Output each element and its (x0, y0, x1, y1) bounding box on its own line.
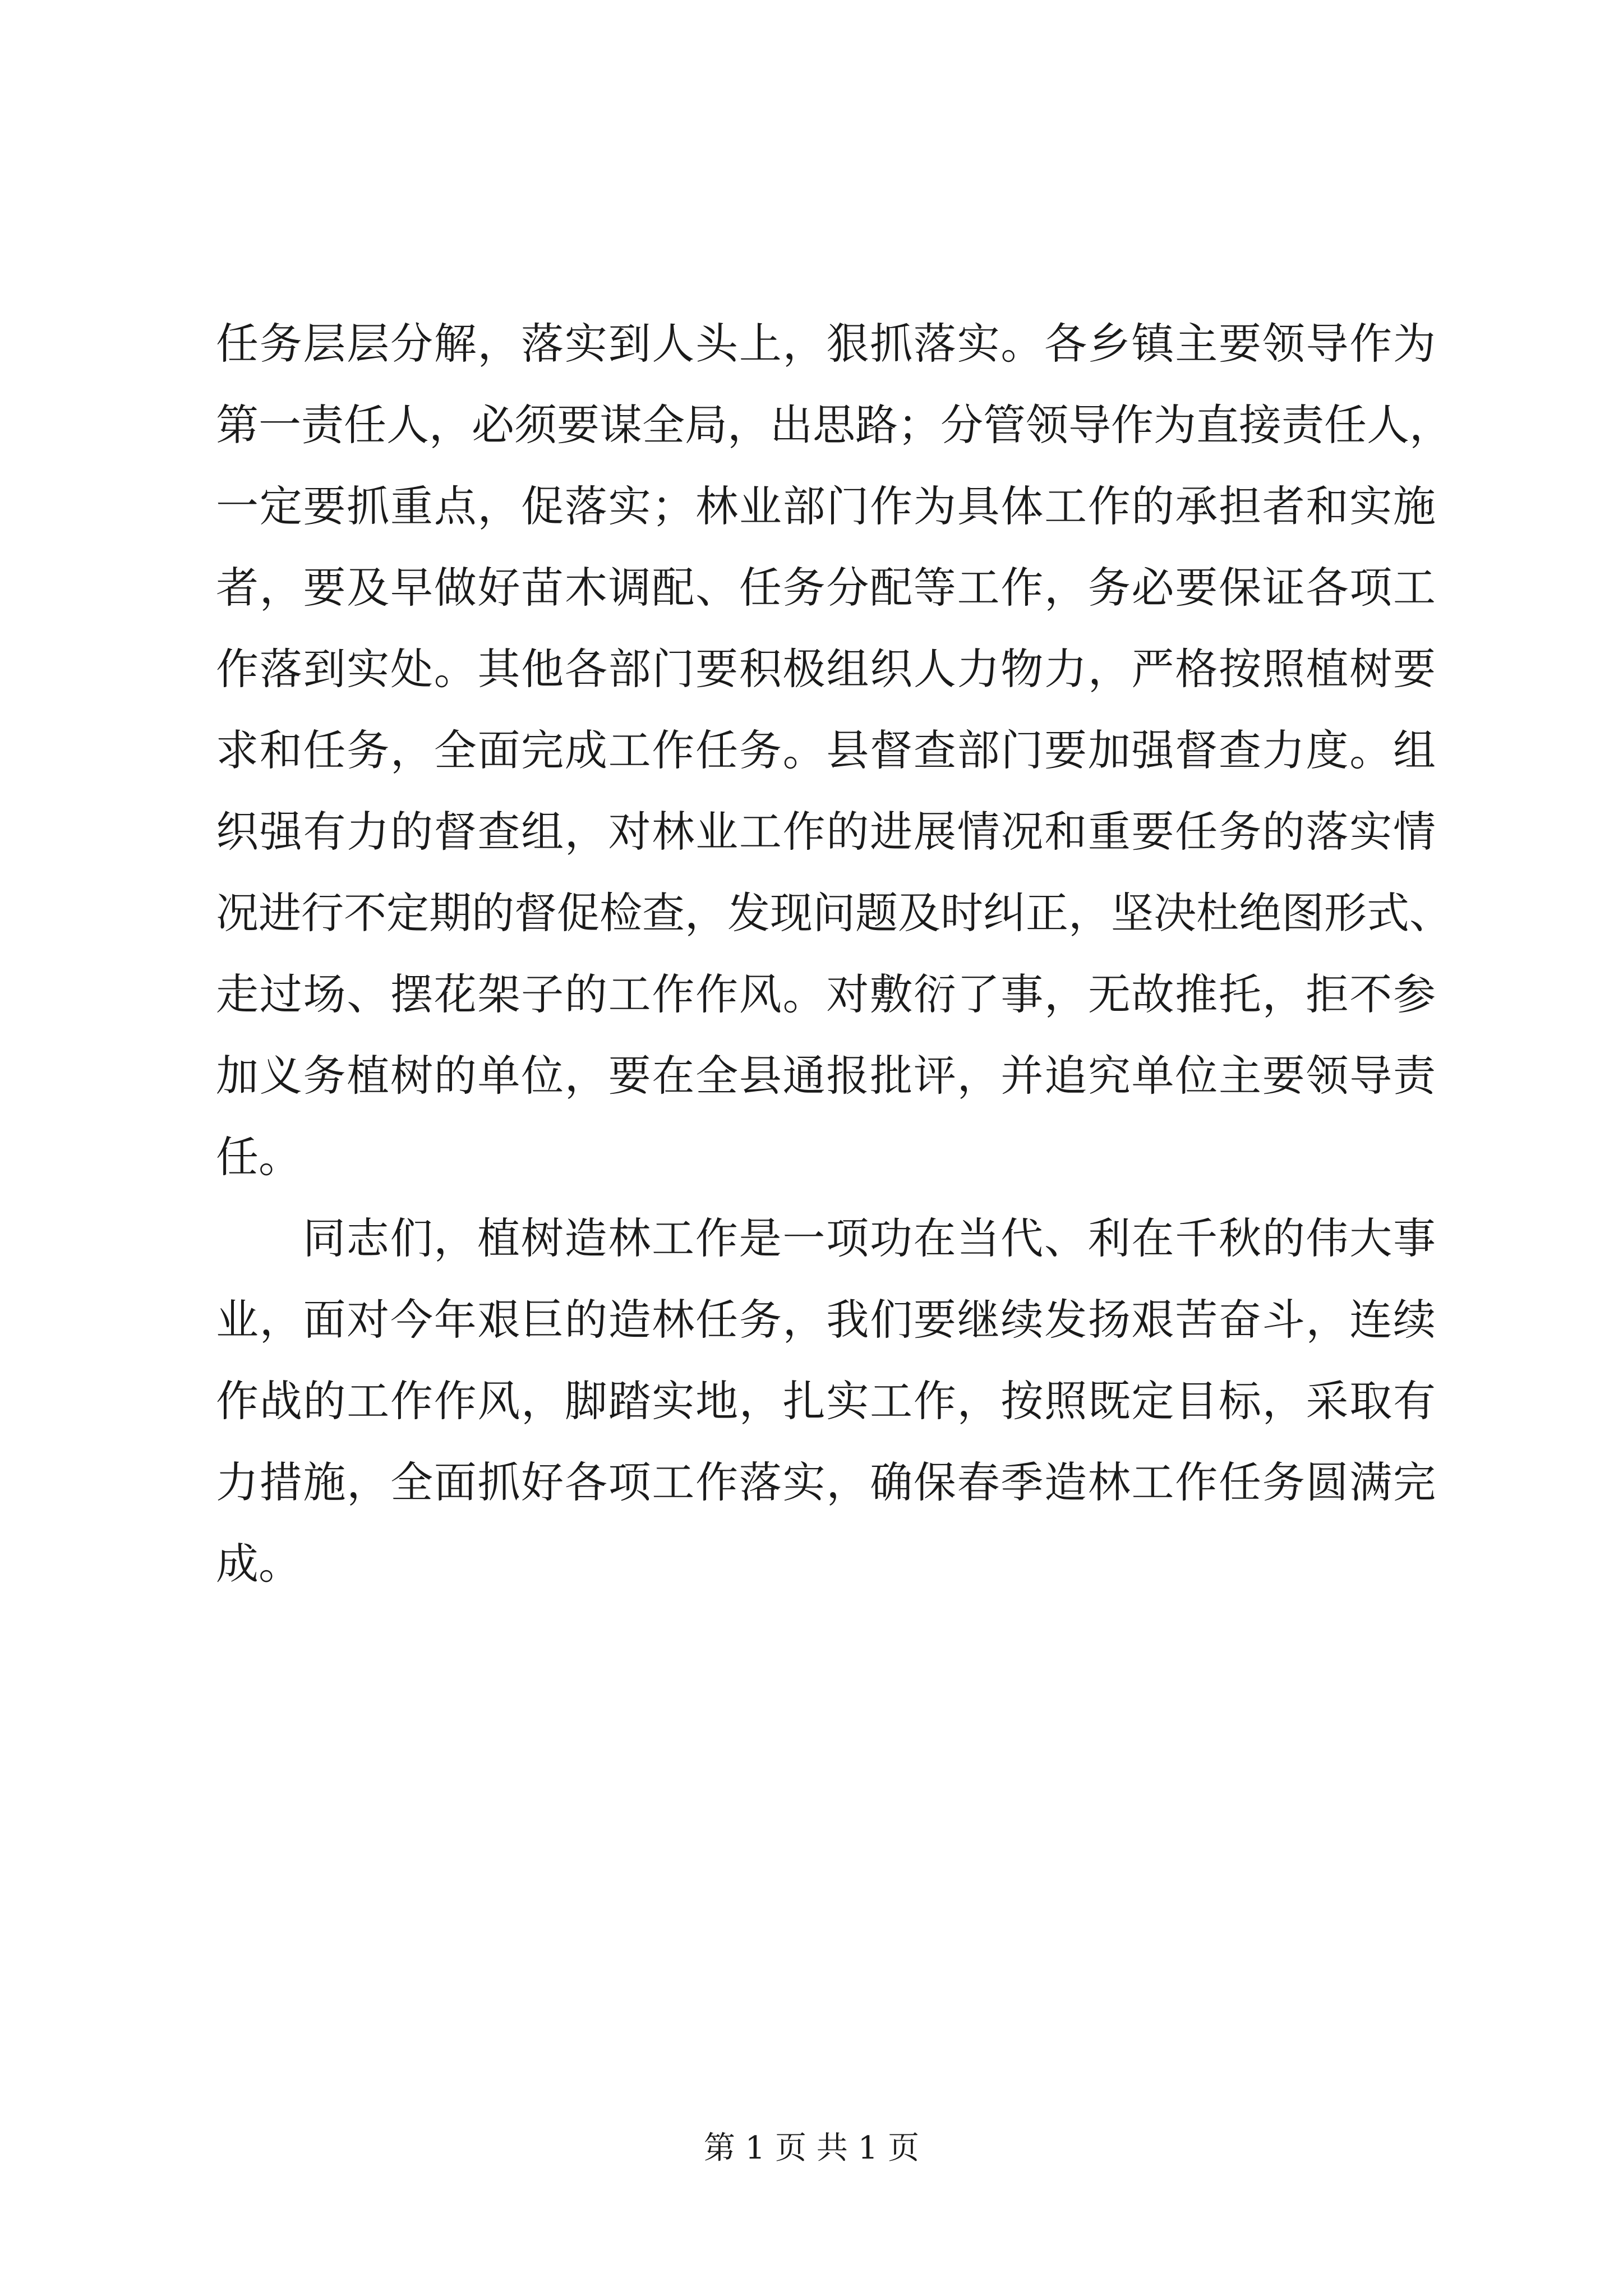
text-line: 业，面对今年艰巨的造林任务，我们要继续发扬艰苦奋斗，连续 (216, 1295, 1436, 1345)
paragraph-1 (216, 303, 1452, 1198)
text-line: 一定要抓重点，促落实；林业部门作为具体工作的承担者和实施 (216, 481, 1436, 531)
text-line: 加义务植树的单位，要在全县通报批评，并追究单位主要领导责 (216, 1051, 1436, 1101)
text-line: 者，要及早做好苗木调配、任务分配等工作，务必要保证各项工 (216, 563, 1436, 613)
text-line: 作落到实处。其他各部门要积极组织人力物力，严格按照植树要 (216, 644, 1436, 694)
paragraph-2 (216, 1198, 1436, 1604)
text-line: 力措施，全面抓好各项工作落实，确保春季造林工作任务圆满完 (216, 1457, 1436, 1507)
text-line: 第一责任人，必须要谋全局，出思路；分管领导作为直接责任人， (216, 400, 1452, 450)
page-number-footer: 第 1 页 共 1 页 (703, 2130, 920, 2166)
text-line: 织强有力的督查组，对林业工作的进展情况和重要任务的落实情 (216, 807, 1436, 857)
text-line: 走过场、摆花架子的工作作风。对敷衍了事，无故推托，拒不参 (216, 969, 1436, 1019)
text-line: 任。 (216, 1132, 301, 1182)
text-line: 成。 (216, 1539, 301, 1589)
text-line: 同志们，植树造林工作是一项功在当代、利在千秋的伟大事 (303, 1213, 1436, 1263)
text-line: 求和任务，全面完成工作任务。县督查部门要加强督查力度。组 (216, 725, 1436, 775)
text-line: 况进行不定期的督促检查，发现问题及时纠正，坚决杜绝图形式、 (216, 888, 1452, 938)
text-line: 作战的工作作风，脚踏实地，扎实工作，按照既定目标，采取有 (216, 1376, 1436, 1426)
body-text (216, 303, 1452, 1604)
text-line: 任务层层分解，落实到人头上，狠抓落实。各乡镇主要领导作为 (216, 319, 1436, 369)
